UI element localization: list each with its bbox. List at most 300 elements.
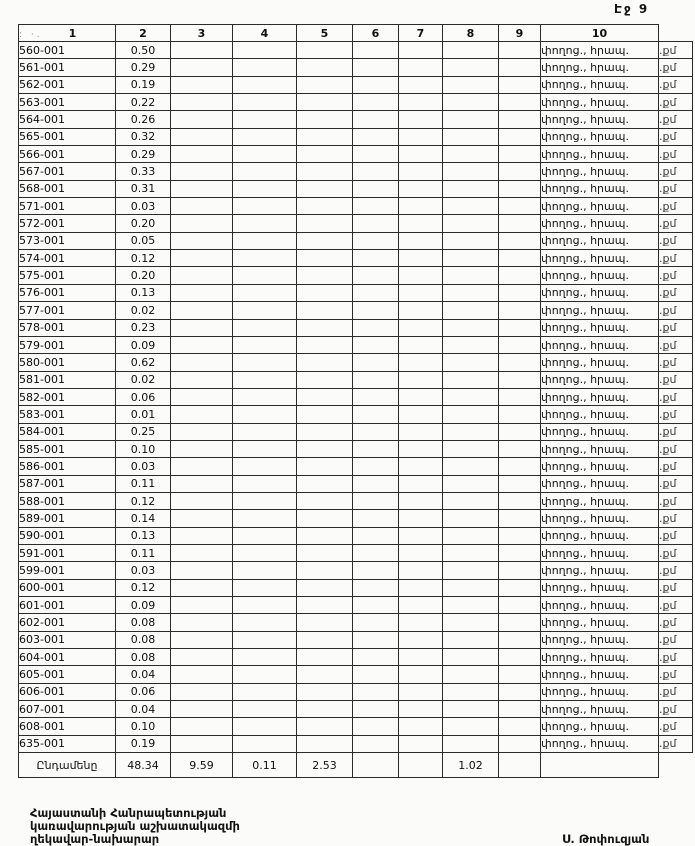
row-value-cell: 0.10 xyxy=(116,718,171,735)
row-id-cell: 571-001 xyxy=(19,198,116,215)
empty-cell xyxy=(443,371,499,388)
empty-cell xyxy=(443,440,499,457)
empty-cell xyxy=(297,250,353,267)
empty-cell xyxy=(399,284,443,301)
row-note-cell: փողոց., հրապ. xyxy=(541,198,659,215)
table-row xyxy=(19,302,693,319)
empty-cell xyxy=(297,735,353,752)
row-id-cell: 602-001 xyxy=(19,614,116,631)
total-col9-empty xyxy=(499,753,541,778)
empty-cell xyxy=(297,614,353,631)
empty-cell xyxy=(399,544,443,561)
empty-cell xyxy=(297,527,353,544)
empty-cell xyxy=(233,475,297,492)
row-id-cell: 589-001 xyxy=(19,510,116,527)
empty-cell xyxy=(443,718,499,735)
row-unit-note: .քմ xyxy=(659,302,693,319)
empty-cell xyxy=(297,492,353,509)
table-row xyxy=(19,544,693,561)
empty-cell xyxy=(443,735,499,752)
row-unit-note: .քմ xyxy=(659,111,693,128)
empty-cell xyxy=(171,631,233,648)
empty-cell xyxy=(171,683,233,700)
empty-cell xyxy=(499,267,541,284)
empty-cell xyxy=(171,215,233,232)
empty-cell xyxy=(233,544,297,561)
empty-cell xyxy=(233,562,297,579)
row-id-cell: 603-001 xyxy=(19,631,116,648)
table-row xyxy=(19,388,693,405)
empty-cell xyxy=(443,198,499,215)
empty-cell xyxy=(399,319,443,336)
total-margin-empty xyxy=(659,753,693,778)
table-row xyxy=(19,562,693,579)
empty-cell xyxy=(499,649,541,666)
empty-cell xyxy=(297,319,353,336)
row-id-cell: 565-001 xyxy=(19,128,116,145)
row-unit-note: .քմ xyxy=(659,458,693,475)
table-row xyxy=(19,267,693,284)
table-row xyxy=(19,319,693,336)
empty-cell xyxy=(171,198,233,215)
row-unit-note: .քմ xyxy=(659,510,693,527)
row-id-cell: 601-001 xyxy=(19,597,116,614)
empty-cell xyxy=(499,94,541,111)
row-unit-note: .քմ xyxy=(659,735,693,752)
row-note-cell: փողոց., հրապ. xyxy=(541,59,659,76)
row-value-cell: 0.20 xyxy=(116,267,171,284)
row-value-cell: 0.33 xyxy=(116,163,171,180)
table-row xyxy=(19,718,693,735)
table-row xyxy=(19,371,693,388)
row-unit-note: .քմ xyxy=(659,475,693,492)
row-unit-note: .քմ xyxy=(659,492,693,509)
empty-cell xyxy=(443,579,499,596)
row-value-cell: 0.14 xyxy=(116,510,171,527)
table-row xyxy=(19,42,693,59)
row-id-cell: 607-001 xyxy=(19,701,116,718)
empty-cell xyxy=(171,475,233,492)
row-value-cell: 0.19 xyxy=(116,735,171,752)
table-row xyxy=(19,631,693,648)
empty-cell xyxy=(499,146,541,163)
empty-cell xyxy=(171,510,233,527)
empty-cell xyxy=(297,198,353,215)
row-unit-note: .քմ xyxy=(659,215,693,232)
empty-cell xyxy=(499,735,541,752)
empty-cell xyxy=(443,406,499,423)
empty-cell xyxy=(297,718,353,735)
empty-cell xyxy=(171,544,233,561)
empty-cell xyxy=(443,232,499,249)
empty-cell xyxy=(443,423,499,440)
empty-cell xyxy=(297,94,353,111)
issuer-line-2: կառավարության աշխատակազմի xyxy=(30,819,240,833)
row-value-cell: 0.25 xyxy=(116,423,171,440)
table-row xyxy=(19,666,693,683)
empty-cell xyxy=(443,267,499,284)
empty-cell xyxy=(353,458,399,475)
empty-cell xyxy=(499,163,541,180)
row-id-cell: 585-001 xyxy=(19,440,116,457)
row-note-cell: փողոց., հրապ. xyxy=(541,440,659,457)
empty-cell xyxy=(399,302,443,319)
empty-cell xyxy=(443,492,499,509)
row-unit-note: .քմ xyxy=(659,146,693,163)
row-note-cell: փողոց., հրապ. xyxy=(541,215,659,232)
total-col10-empty xyxy=(541,753,659,778)
table-header-row xyxy=(19,25,693,42)
empty-cell xyxy=(399,458,443,475)
table-row xyxy=(19,735,693,752)
row-id-cell: 566-001 xyxy=(19,146,116,163)
empty-cell xyxy=(353,146,399,163)
empty-cell xyxy=(399,163,443,180)
empty-cell xyxy=(297,111,353,128)
empty-cell xyxy=(399,42,443,59)
empty-cell xyxy=(353,544,399,561)
row-note-cell: փողոց., հրապ. xyxy=(541,649,659,666)
empty-cell xyxy=(353,423,399,440)
row-note-cell: փողոց., հրապ. xyxy=(541,614,659,631)
row-value-cell: 0.01 xyxy=(116,406,171,423)
empty-cell xyxy=(297,302,353,319)
empty-cell xyxy=(171,527,233,544)
empty-cell xyxy=(233,388,297,405)
empty-cell xyxy=(499,579,541,596)
empty-cell xyxy=(233,371,297,388)
empty-cell xyxy=(171,701,233,718)
empty-cell xyxy=(399,406,443,423)
empty-cell xyxy=(399,128,443,145)
empty-cell xyxy=(443,111,499,128)
empty-cell xyxy=(443,319,499,336)
empty-cell xyxy=(233,406,297,423)
empty-cell xyxy=(233,597,297,614)
empty-cell xyxy=(443,76,499,93)
empty-cell xyxy=(399,527,443,544)
empty-cell xyxy=(353,492,399,509)
row-id-cell: 588-001 xyxy=(19,492,116,509)
table-row xyxy=(19,649,693,666)
empty-cell xyxy=(499,180,541,197)
empty-cell xyxy=(399,215,443,232)
row-value-cell: 0.50 xyxy=(116,42,171,59)
empty-cell xyxy=(399,492,443,509)
table-row xyxy=(19,336,693,353)
row-value-cell: 0.31 xyxy=(116,180,171,197)
table-row xyxy=(19,354,693,371)
empty-cell xyxy=(499,406,541,423)
page-number-label: Էջ 9 xyxy=(614,2,650,16)
empty-cell xyxy=(443,631,499,648)
row-value-cell: 0.03 xyxy=(116,458,171,475)
total-col5-value: 2.53 xyxy=(297,753,353,778)
row-unit-note: .քմ xyxy=(659,267,693,284)
issuer-line-1: Հայաստանի Հանրապետության xyxy=(30,806,227,820)
row-note-cell: փողոց., հրապ. xyxy=(541,597,659,614)
empty-cell xyxy=(399,666,443,683)
empty-cell xyxy=(353,198,399,215)
empty-cell xyxy=(353,735,399,752)
row-unit-note: .քմ xyxy=(659,42,693,59)
empty-cell xyxy=(297,544,353,561)
table-row xyxy=(19,701,693,718)
table-row xyxy=(19,111,693,128)
empty-cell xyxy=(443,146,499,163)
empty-cell xyxy=(171,562,233,579)
empty-cell xyxy=(399,423,443,440)
empty-cell xyxy=(353,232,399,249)
empty-cell xyxy=(171,336,233,353)
row-value-cell: 0.12 xyxy=(116,250,171,267)
empty-cell xyxy=(233,180,297,197)
empty-cell xyxy=(297,76,353,93)
empty-cell xyxy=(171,423,233,440)
empty-cell xyxy=(297,388,353,405)
row-unit-note: .քմ xyxy=(659,232,693,249)
empty-cell xyxy=(499,371,541,388)
empty-cell xyxy=(499,492,541,509)
empty-cell xyxy=(171,59,233,76)
empty-cell xyxy=(171,128,233,145)
empty-cell xyxy=(443,284,499,301)
empty-cell xyxy=(353,579,399,596)
row-value-cell: 0.02 xyxy=(116,302,171,319)
empty-cell xyxy=(233,440,297,457)
empty-cell xyxy=(399,336,443,353)
row-unit-note: .քմ xyxy=(659,388,693,405)
empty-cell xyxy=(399,267,443,284)
empty-cell xyxy=(171,302,233,319)
row-id-cell: 564-001 xyxy=(19,111,116,128)
empty-cell xyxy=(171,666,233,683)
row-value-cell: 0.03 xyxy=(116,562,171,579)
empty-cell xyxy=(171,146,233,163)
row-value-cell: 0.11 xyxy=(116,475,171,492)
empty-cell xyxy=(499,666,541,683)
row-unit-note: .քմ xyxy=(659,94,693,111)
row-value-cell: 0.62 xyxy=(116,354,171,371)
empty-cell xyxy=(233,510,297,527)
empty-cell xyxy=(353,111,399,128)
empty-cell xyxy=(353,371,399,388)
row-id-cell: 562-001 xyxy=(19,76,116,93)
empty-cell xyxy=(233,336,297,353)
row-note-cell: փողոց., հրապ. xyxy=(541,458,659,475)
empty-cell xyxy=(399,198,443,215)
row-value-cell: 0.12 xyxy=(116,579,171,596)
row-note-cell: փողոց., հրապ. xyxy=(541,371,659,388)
empty-cell xyxy=(499,302,541,319)
empty-cell xyxy=(443,354,499,371)
column-header-7: 7 xyxy=(399,25,443,42)
column-header-6: 6 xyxy=(353,25,399,42)
row-unit-note: .քմ xyxy=(659,562,693,579)
empty-cell xyxy=(443,250,499,267)
empty-cell xyxy=(297,267,353,284)
row-id-cell: 606-001 xyxy=(19,683,116,700)
empty-cell xyxy=(233,458,297,475)
empty-cell xyxy=(297,232,353,249)
row-value-cell: 0.32 xyxy=(116,128,171,145)
empty-cell xyxy=(171,406,233,423)
table-row xyxy=(19,614,693,631)
row-value-cell: 0.12 xyxy=(116,492,171,509)
row-value-cell: 0.08 xyxy=(116,614,171,631)
row-unit-note: .քմ xyxy=(659,614,693,631)
empty-cell xyxy=(399,631,443,648)
row-unit-note: .քմ xyxy=(659,284,693,301)
row-note-cell: փողոց., հրապ. xyxy=(541,631,659,648)
row-unit-note: .քմ xyxy=(659,250,693,267)
empty-cell xyxy=(171,371,233,388)
empty-cell xyxy=(443,701,499,718)
row-value-cell: 0.02 xyxy=(116,371,171,388)
row-note-cell: փողոց., հրապ. xyxy=(541,42,659,59)
empty-cell xyxy=(399,388,443,405)
empty-cell xyxy=(443,458,499,475)
empty-cell xyxy=(171,458,233,475)
empty-cell xyxy=(443,614,499,631)
empty-cell xyxy=(233,666,297,683)
empty-cell xyxy=(399,510,443,527)
empty-cell xyxy=(233,718,297,735)
row-note-cell: փողոց., հրապ. xyxy=(541,735,659,752)
empty-cell xyxy=(399,250,443,267)
table-row xyxy=(19,284,693,301)
empty-cell xyxy=(171,718,233,735)
empty-cell xyxy=(233,267,297,284)
empty-cell xyxy=(171,319,233,336)
row-unit-note: .քմ xyxy=(659,76,693,93)
empty-cell xyxy=(171,614,233,631)
column-header-4: 4 xyxy=(233,25,297,42)
row-unit-note: .քմ xyxy=(659,440,693,457)
empty-cell xyxy=(297,146,353,163)
column-header-9: 9 xyxy=(499,25,541,42)
empty-cell xyxy=(399,232,443,249)
row-unit-note: .քմ xyxy=(659,371,693,388)
row-unit-note: .քմ xyxy=(659,649,693,666)
empty-cell xyxy=(233,354,297,371)
empty-cell xyxy=(233,735,297,752)
row-id-cell: 577-001 xyxy=(19,302,116,319)
table-row xyxy=(19,406,693,423)
empty-cell xyxy=(499,458,541,475)
empty-cell xyxy=(443,649,499,666)
column-header-2: 2 xyxy=(116,25,171,42)
row-value-cell: 0.13 xyxy=(116,527,171,544)
row-value-cell: 0.09 xyxy=(116,597,171,614)
issuer-block xyxy=(30,807,240,846)
empty-cell xyxy=(353,510,399,527)
empty-cell xyxy=(399,111,443,128)
empty-cell xyxy=(399,614,443,631)
empty-cell xyxy=(233,250,297,267)
empty-cell xyxy=(399,683,443,700)
empty-cell xyxy=(171,267,233,284)
empty-cell xyxy=(233,527,297,544)
row-note-cell: փողոց., հրապ. xyxy=(541,267,659,284)
empty-cell xyxy=(499,614,541,631)
empty-cell xyxy=(297,371,353,388)
empty-cell xyxy=(353,562,399,579)
row-note-cell: փողոց., հրապ. xyxy=(541,94,659,111)
empty-cell xyxy=(499,59,541,76)
row-id-cell: 582-001 xyxy=(19,388,116,405)
total-row xyxy=(19,753,693,778)
table-row xyxy=(19,232,693,249)
table-row xyxy=(19,440,693,457)
row-value-cell: 0.06 xyxy=(116,388,171,405)
empty-cell xyxy=(297,562,353,579)
empty-cell xyxy=(399,718,443,735)
row-unit-note: .քմ xyxy=(659,666,693,683)
row-unit-note: .քմ xyxy=(659,406,693,423)
row-unit-note: .քմ xyxy=(659,718,693,735)
row-note-cell: փողոց., հրապ. xyxy=(541,319,659,336)
empty-cell xyxy=(353,631,399,648)
total-col6-empty xyxy=(353,753,399,778)
total-col2-value: 48.34 xyxy=(116,753,171,778)
row-id-cell: 581-001 xyxy=(19,371,116,388)
row-note-cell: փողոց., հրապ. xyxy=(541,388,659,405)
row-note-cell: փողոց., հրապ. xyxy=(541,579,659,596)
empty-cell xyxy=(353,354,399,371)
row-id-cell: 591-001 xyxy=(19,544,116,561)
row-id-cell: 573-001 xyxy=(19,232,116,249)
table-row xyxy=(19,146,693,163)
empty-cell xyxy=(233,631,297,648)
empty-cell xyxy=(399,59,443,76)
table-row xyxy=(19,475,693,492)
row-note-cell: փողոց., հրապ. xyxy=(541,701,659,718)
row-id-cell: 561-001 xyxy=(19,59,116,76)
empty-cell xyxy=(297,579,353,596)
row-note-cell: փողոց., հրապ. xyxy=(541,423,659,440)
empty-cell xyxy=(297,406,353,423)
empty-cell xyxy=(353,302,399,319)
empty-cell xyxy=(353,666,399,683)
empty-cell xyxy=(353,475,399,492)
empty-cell xyxy=(233,111,297,128)
row-id-cell: 576-001 xyxy=(19,284,116,301)
row-id-cell: 575-001 xyxy=(19,267,116,284)
empty-cell xyxy=(297,180,353,197)
row-note-cell: փողոց., հրապ. xyxy=(541,163,659,180)
empty-cell xyxy=(233,284,297,301)
empty-cell xyxy=(399,371,443,388)
row-note-cell: փողոց., հրապ. xyxy=(541,76,659,93)
empty-cell xyxy=(499,319,541,336)
row-id-cell: 574-001 xyxy=(19,250,116,267)
row-value-cell: 0.13 xyxy=(116,284,171,301)
empty-cell xyxy=(171,597,233,614)
empty-cell xyxy=(171,579,233,596)
row-note-cell: փողոց., հրապ. xyxy=(541,406,659,423)
empty-cell xyxy=(499,527,541,544)
row-unit-note: .քմ xyxy=(659,59,693,76)
empty-cell xyxy=(499,232,541,249)
empty-cell xyxy=(171,440,233,457)
empty-cell xyxy=(399,180,443,197)
row-id-cell: 600-001 xyxy=(19,579,116,596)
row-id-cell: 560-001 xyxy=(19,42,116,59)
empty-cell xyxy=(499,562,541,579)
column-header-1-number: 1 xyxy=(68,26,77,40)
empty-cell xyxy=(443,475,499,492)
